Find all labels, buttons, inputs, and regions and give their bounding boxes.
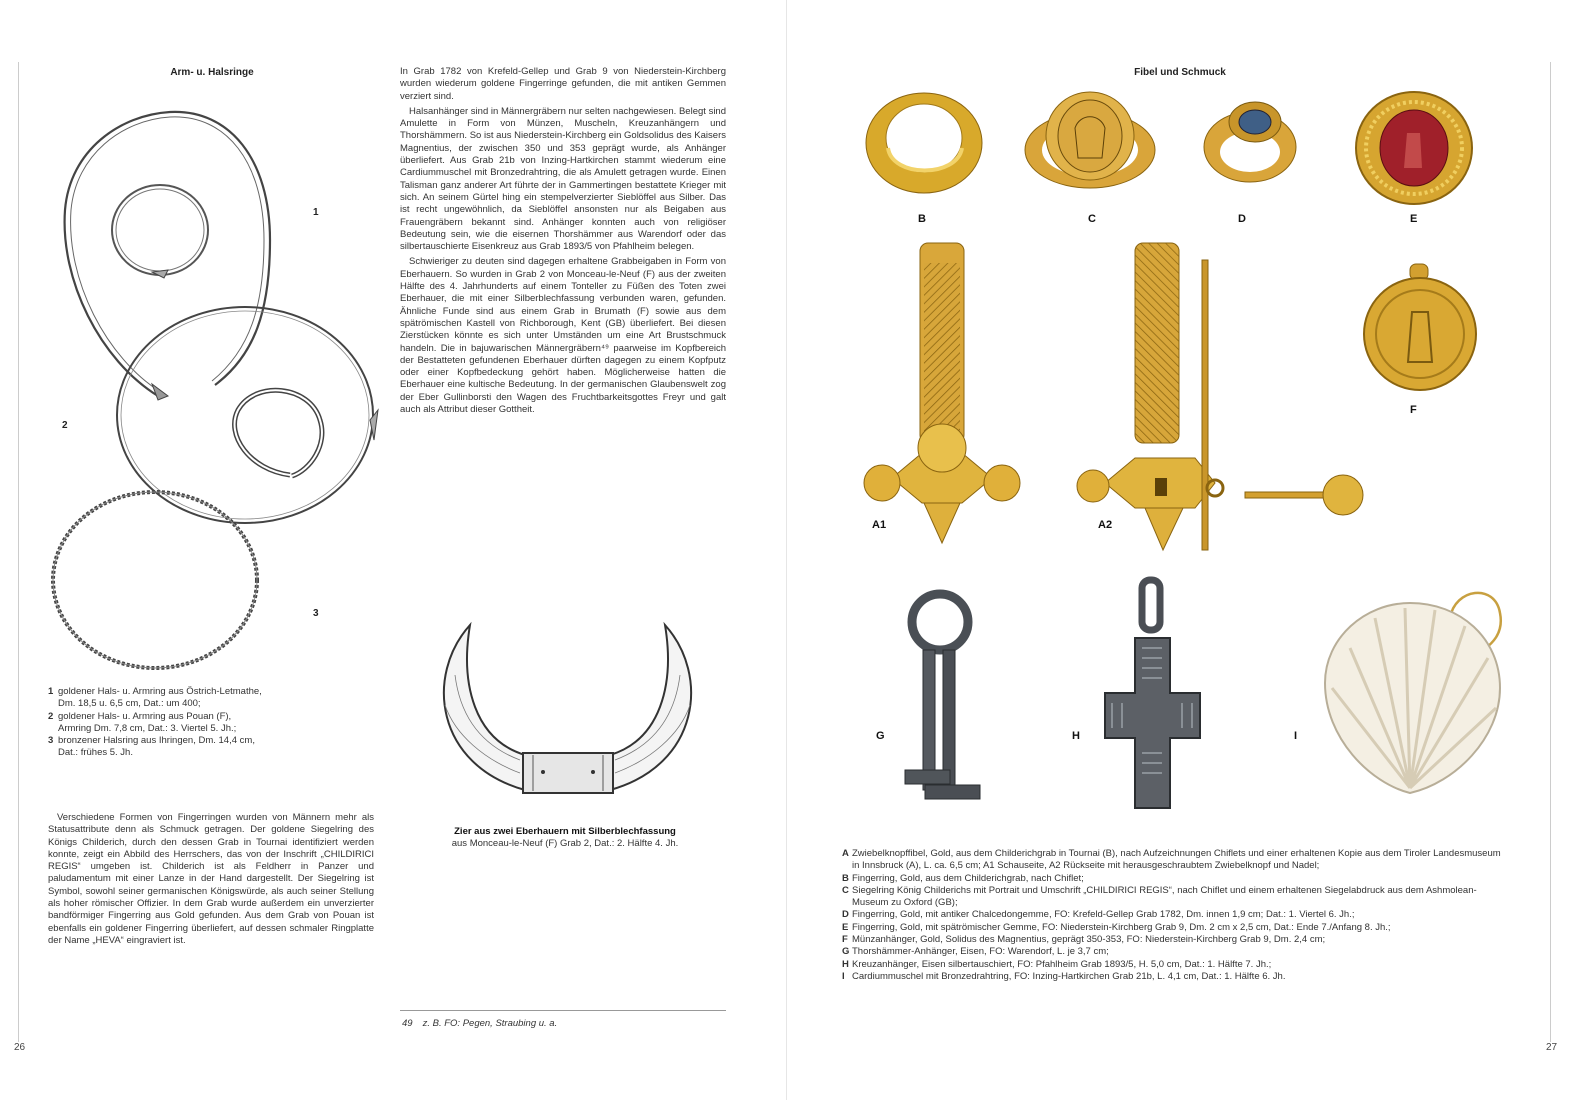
legend-text: Zwiebelknopffibel, Gold, aus dem Childerichgrab in Tournai (B), nach Aufzeichnungen Chiflets und einer erhaltenen Kopie aus dem Tiroler Landesmuseum in Innsbruck (A), L. ca. 6,5 cm; A1 Schauseite, A2 Rückseite mit herausgeschraubtem Zwiebelknopf und Nadel; [852,848,1501,872]
left-body-text [48,812,374,950]
legend-key: E [842,921,849,933]
left-section-title: Arm- u. Halsringe [170,67,254,78]
right-legend-item-c [842,885,1507,910]
paragraph: In Grab 1782 von Krefeld-Gellep und Grab 9 von Niederstein-Kirchberg wurden wiederum goldene Fingerringe gefunden, die mit antiken Gemmen verziert sind. [400,66,726,102]
legend-key: 3 [48,735,54,747]
caption-title: Zier aus zwei Eberhauern mit Silberblechfassung [454,826,676,837]
legend-text: bronzener Halsring aus Ihringen, Dm. 14,4 cm, [58,735,255,747]
right-legend-item-e [842,922,1507,934]
thors-hammer-pendant-g-illustration [895,590,985,815]
figure-label-3: 3 [313,608,319,619]
right-page-number: 27 [1546,1042,1558,1053]
legend-key: C [842,884,849,896]
footnote [402,1018,557,1030]
ring-b-illustration [862,88,987,198]
legend-key: I [842,970,845,982]
ring-d-chalcedony-illustration [1200,92,1310,187]
label-b: B [918,213,926,225]
legend-text: Fingerring, Gold, mit spätrömischer Gemme, FO: Niederstein-Kirchberg Grab 9, Dm. 2 cm x 2,5 cm, Dat.: Ende 7./Anfang 8. Jh.; [852,921,1391,933]
cross-pendant-h-illustration [1100,578,1205,813]
paragraph: Halsanhänger sind in Männergräbern nur selten nachgewiesen. Belegt sind Amulette in Form von Münzen, Muscheln, Kreuzanhängern und Thorshämmern. So ist aus Niederstein-Kirchberg ein Goldsolidus des Kaisers Magnentius, der zwischen 350 und 353 geprägt wurde, als Anhänger überliefert. Aus Grab 21b von Inzing-Hartkirchen stammt wiederum eine Cardiummuschel mit Bronzedrahtring, die als Amulett getragen wurde. Einen Talisman ganz anderer Art führte der in Gammertingen bestattete Krieger mit sich. An seinem Gürtel hing ein stempelverzierter Sieblöffel aus Silber. Das ist recht ungewöhnlich, da Sieblöffel ansonsten nur als Beigaben aus Frauengräbern bekannt sind. Anhänger konnten auch von religiöser Bedeutung sein, wie die eisernen Thorshämmer aus Warendorf oder das silbertauschierte Eisenkreuz aus Grab 1893/5 von Pfahlheim belegen. [400,105,726,253]
legend-text: Dm. 18,5 u. 6,5 cm, Dat.: um 400; [58,698,201,710]
label-f: F [1410,404,1417,416]
label-a1: A1 [872,519,887,531]
left-page-border [18,62,19,1042]
arm-and-neck-rings-illustration [40,100,390,680]
label-i: I [1294,730,1298,742]
left-legend-item-3 [48,735,378,747]
legend-key: H [842,958,849,970]
footnote-rule [400,1010,726,1011]
legend-key: B [842,872,849,884]
left-legend [48,686,378,760]
fibula-a2-illustration [1075,238,1385,553]
figure-label-2: 2 [62,420,68,431]
legend-text: Armring Dm. 7,8 cm, Dat.: 3. Viertel 5. Jh.; [58,722,237,734]
legend-key: F [842,934,848,946]
label-h: H [1072,730,1080,742]
right-legend-item-b [842,873,1507,885]
figure-label-1: 1 [313,207,319,218]
left-legend-item-2 [48,711,378,723]
legend-text: Thorshämmer-Anhänger, Eisen, FO: Warendorf, L. je 3,7 cm; [852,946,1109,958]
ring-e-gemstone-illustration [1352,88,1477,208]
legend-key: 1 [48,686,54,697]
right-legend-item-g [842,946,1507,958]
right-legend [842,848,1507,983]
legend-text: Cardiummuschel mit Bronzedrahtring, FO: Inzing-Hartkirchen Grab 21b, L. 4,1 cm, Dat.: 1. Hälfte 6. Jh. [852,970,1286,982]
label-a2: A2 [1098,519,1113,531]
legend-key: D [842,909,849,921]
legend-text: Münzanhänger, Gold, Solidus des Magnentius, geprägt 350-353, FO: Niederstein-Kirchberg Grab 9, Dm. 2,4 cm; [852,934,1326,946]
legend-text: Fingerring, Gold, aus dem Childerichgrab, nach Chiflet; [852,872,1084,884]
paragraph: Schwieriger zu deuten sind dagegen erhaltene Grabbeigaben in Form von Eberhauern. So wurden in Grab 2 von Monceau-le-Neuf (F) aus der zweiten Hälfte des 4. Jahrhunderts auf einem Tonteller zu Füßen des Toten zwei Eberhauer, die mit einer Silberblechfassung verbunden waren, gefunden. Ähnliche Funde sind aus einem Grab in Brumath (F) sowie aus dem spätrömischen Kastell von Richborough, Kent (GB) überliefert. Bei diesen Zierstücken könnte es sich unter Umständen um eine Art Brustschmuck handeln. Die in bajuwarischen Männergräbern⁴⁹ paarweise im Kopfbereich der Bestatteten gefundenen Eberhauer dürften dagegen zu einem Kopfputz oder einer Kopfbedeckung gehört haben. Möglicherweise hatten die Eberhauer eine kultische Bedeutung. In der germanischen Glaubenswelt zog der Eber Gullinborsti den Wagen des Fruchtbarkeitsgottes Freyr und galt auch als Attribut dieser Gottheit. [400,256,726,416]
boar-tusk-caption [400,826,730,851]
label-e: E [1410,213,1418,225]
label-d: D [1238,213,1246,225]
label-c: C [1088,213,1096,225]
right-legend-item-h [842,959,1507,971]
legend-text: goldener Hals- u. Armring aus Pouan (F), [58,710,232,722]
right-page-border [1550,62,1551,1042]
boar-tusk-ornament-illustration [425,615,715,815]
legend-text: goldener Hals- u. Armring aus Östrich-Letmathe, [58,686,262,697]
legend-text: Fingerring, Gold, mit antiker Chalcedongemme, FO: Krefeld-Gellep Grab 1782, Dm. innen 1,9 cm; Dat.: 1. Viertel 6. Jh.; [852,909,1355,921]
fibula-a1-illustration [862,238,1027,548]
legend-key: G [842,946,850,958]
right-section-title: Fibel und Schmuck [1134,67,1226,78]
legend-text: Kreuzanhänger, Eisen silbertauschiert, FO: Pfahlheim Grab 1893/5, H. 5,0 cm, Dat.: 1. Hälfte 7. Jh.; [852,958,1272,970]
caption-text: aus Monceau-le-Neuf (F) Grab 2, Dat.: 2. Hälfte 4. Jh. [451,838,679,850]
footnote-number: 49 [402,1018,413,1029]
left-legend-item-1 [48,686,378,698]
right-legend-item-a [842,848,1507,873]
gutter [786,0,787,1100]
right-legend-item-f [842,934,1507,946]
left-page-number: 26 [14,1042,26,1053]
middle-body-text [400,66,726,419]
legend-key: 2 [48,710,54,722]
right-legend-item-i [842,971,1507,983]
paragraph: Verschiedene Formen von Fingerringen wurden von Männern mehr als Statusattribute denn als Schmuck getragen. Der goldene Siegelring des Königs Childerich, durch den dessen Grab in Tournai identifiziert werden konnte, zeigt ein Abbild des Herrschers, das von der Inschrift „CHILDIRICI REGIS“ umgeben ist. Childerich ist als Feldherr in Panzer und paludamentum mit einer Lanze in der Hand dargestellt. Der Siegelring ist Symbol, sowohl seiner germanischen Königswürde, als auch seiner Stellung als hoher römischer Offizier. In dem Grab wurde außerdem ein unverzierter bandförmiger Fingerring aus Gold gefunden. Aus dem Grab von Pouan ist ebenfalls ein goldener Fingerring überliefert, auf dessen schmaler Ringplatte der Name „HEVA“ eingraviert ist. [48,812,374,946]
legend-key: A [842,848,849,859]
label-g: G [876,730,885,742]
ring-c-seal-illustration [1020,88,1160,198]
cockle-shell-i-illustration [1320,588,1510,798]
legend-text: Siegelring König Childerichs mit Portrait und Umschrift „CHILDIRICI REGIS“, nach Chiflet und einem erhaltenen Siegelabdruck aus dem Ashmolean-Museum zu Oxford (GB); [852,884,1477,909]
right-legend-item-d [842,909,1507,921]
legend-text: Dat.: frühes 5. Jh. [58,747,133,759]
footnote-text: z. B. FO: Pegen, Straubing u. a. [422,1018,558,1029]
